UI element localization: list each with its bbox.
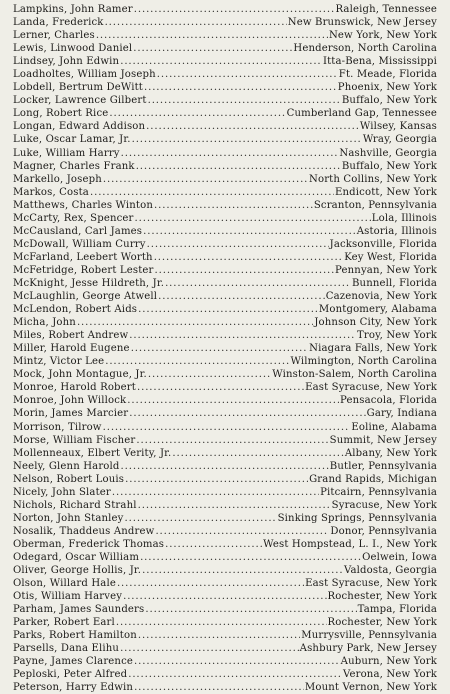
person-name: Mintz, Victor Lee <box>13 356 105 368</box>
person-name: Lerner, Charles <box>13 30 95 42</box>
dot-leader <box>125 473 308 486</box>
dot-leader <box>121 460 329 473</box>
hometown: New Brunswick, New Jersey <box>287 17 437 29</box>
list-item <box>13 81 437 94</box>
list-item <box>13 642 437 655</box>
person-name: McLendon, Robert Aids <box>13 304 138 316</box>
person-name: Parker, Robert Earl <box>13 617 115 629</box>
hometown: Oelwein, Iowa <box>362 551 437 563</box>
dot-leader <box>142 564 343 577</box>
hometown: Troy, New York <box>357 330 437 342</box>
dot-leader <box>154 251 344 264</box>
dot-leader <box>129 407 365 420</box>
list-item <box>13 199 437 212</box>
dot-leader <box>134 655 340 668</box>
dot-leader <box>121 147 339 160</box>
dot-leader <box>133 42 292 55</box>
person-name: Mock, John Montague, Jr. <box>13 369 147 381</box>
dot-leader <box>155 525 329 538</box>
list-item <box>13 316 437 329</box>
hometown: Rochester, New York <box>327 617 437 629</box>
person-name: McCausland, Carl James <box>13 225 143 237</box>
hometown: West Hompstead, L. I., New York <box>263 538 437 550</box>
dot-leader <box>136 434 328 447</box>
hometown: Itta-Bena, Mississippi <box>322 56 437 68</box>
list-item <box>13 29 437 42</box>
hometown: Murrysville, Pennsylvania <box>301 630 437 642</box>
person-name: Parham, James Saunders <box>13 604 145 616</box>
dot-leader <box>127 394 339 407</box>
person-name: Lindsey, John Edwin <box>13 56 120 68</box>
person-name: Parsells, Dana Elihu <box>13 643 120 655</box>
dot-leader <box>137 381 304 394</box>
dot-leader <box>134 681 304 694</box>
dot-leader <box>144 81 337 94</box>
dot-leader <box>128 668 342 681</box>
person-name: McFarland, Leebert Worth <box>13 251 153 263</box>
dot-leader <box>77 316 313 329</box>
dot-leader <box>103 173 308 186</box>
hometown: Summit, New Jersey <box>329 434 437 446</box>
list-item <box>13 590 437 603</box>
person-name: Monroe, John Willock <box>13 395 127 407</box>
person-name: Oberman, Frederick Thomas <box>13 538 165 550</box>
hometown: Jacksonville, Florida <box>329 238 437 250</box>
dot-leader <box>157 68 338 81</box>
list-item <box>13 16 437 29</box>
list-item <box>13 564 437 577</box>
list-item <box>13 329 437 342</box>
list-item <box>13 603 437 616</box>
hometown: Buffalo, New York <box>341 95 437 107</box>
person-name: Landa, Frederick <box>13 17 104 29</box>
person-name: Otis, William Harvey <box>13 591 123 603</box>
person-name: Longan, Edward Addison <box>13 121 146 133</box>
hometown: Winston-Salem, North Carolina <box>272 369 437 381</box>
dot-leader <box>120 642 299 655</box>
person-name: Norton, John Stanley <box>13 512 124 524</box>
hometown: Mount Vernon, New York <box>304 682 437 694</box>
person-name: Lampkins, John Ramer <box>13 4 133 15</box>
list-item <box>13 212 437 225</box>
list-item <box>13 94 437 107</box>
person-name: Monroe, Harold Robert <box>13 382 136 394</box>
dot-leader <box>132 133 362 146</box>
hometown: Rochester, New York <box>327 591 437 603</box>
hometown: Raleigh, Tennessee <box>335 4 437 15</box>
person-name: Matthews, Charles Winton <box>13 199 153 211</box>
dot-leader <box>112 486 319 499</box>
person-name: Loadholtes, William Joseph <box>13 69 156 81</box>
list-item <box>13 538 437 551</box>
hometown: New York, New York <box>328 30 437 42</box>
person-name: Nosalik, Thaddeus Andrew <box>13 525 155 537</box>
person-name: Locker, Lawrence Gilbert <box>13 95 147 107</box>
list-item <box>13 551 437 564</box>
person-name: Morrison, Tilrow <box>13 421 102 433</box>
hometown: Phoenix, New York <box>337 82 437 94</box>
list-item <box>13 147 437 160</box>
dot-leader <box>154 199 313 212</box>
dot-leader <box>148 94 341 107</box>
list-item <box>13 3 437 16</box>
dot-leader <box>103 421 351 434</box>
person-name: Peploski, Peter Alfred <box>13 669 128 681</box>
list-item <box>13 381 437 394</box>
person-name: Nicely, John Slater <box>13 486 111 498</box>
dot-leader <box>138 499 331 512</box>
hometown: Buffalo, New York <box>341 160 437 172</box>
list-item <box>13 629 437 642</box>
dot-leader <box>165 277 351 290</box>
list-item <box>13 447 437 460</box>
dot-leader <box>117 577 304 590</box>
hometown: Wray, Georgia <box>362 134 437 146</box>
dot-leader <box>109 107 285 120</box>
person-name: Nichols, Richard Strahl <box>13 499 137 511</box>
list-item <box>13 668 437 681</box>
list-item <box>13 368 437 381</box>
list-item <box>13 107 437 120</box>
list-item <box>13 290 437 303</box>
hometown: Pitcairn, Pennsylvania <box>320 486 437 498</box>
person-name: Peterson, Harry Edwin <box>13 682 134 694</box>
person-name: McFetridge, Robert Lester <box>13 264 154 276</box>
list-item <box>13 473 437 486</box>
hometown: Sinking Springs, Pennsylvania <box>277 512 437 524</box>
person-name: McKnight, Jesse Hildreth, Jr. <box>13 277 165 289</box>
list-item <box>13 434 437 447</box>
person-name: Nelson, Robert Louis <box>13 473 125 485</box>
dot-leader <box>136 160 341 173</box>
hometown: Montgomery, Alabama <box>318 304 437 316</box>
dot-leader <box>172 447 343 460</box>
list-item <box>13 616 437 629</box>
person-name: Odegard, Oscar William <box>13 551 140 563</box>
person-name: Payne, James Clarence <box>13 656 133 668</box>
dot-leader <box>105 355 289 368</box>
dot-leader <box>96 29 328 42</box>
list-item <box>13 486 437 499</box>
list-item <box>13 251 437 264</box>
person-name: Luke, William Harry <box>13 147 120 159</box>
person-name: McLaughlin, George Atwell <box>13 291 158 303</box>
hometown: North Collins, New York <box>309 173 437 185</box>
list-item <box>13 407 437 420</box>
list-item <box>13 238 437 251</box>
person-name: McCarty, Rex, Spencer <box>13 212 134 224</box>
dot-leader <box>120 55 322 68</box>
list-item <box>13 173 437 186</box>
dot-leader <box>129 329 356 342</box>
person-name: Markello, Joseph <box>13 173 102 185</box>
hometown: Butler, Pennsylvania <box>329 460 437 472</box>
list-item <box>13 55 437 68</box>
person-name: Parks, Robert Hamilton <box>13 630 137 642</box>
list-item <box>13 277 437 290</box>
list-item <box>13 68 437 81</box>
hometown: Bunnell, Florida <box>351 277 437 289</box>
dot-leader <box>140 551 361 564</box>
hometown: Lola, Illinois <box>371 212 437 224</box>
person-name: McDowall, William Curry <box>13 238 146 250</box>
person-name: Miller, Harold Eugene <box>13 343 130 355</box>
person-name: Olson, Willard Hale <box>13 578 116 590</box>
list-item <box>13 120 437 133</box>
list-item <box>13 655 437 668</box>
list-item <box>13 421 437 434</box>
hometown: Henderson, North Carolina <box>293 43 437 55</box>
hometown: East Syracuse, New York <box>305 382 437 394</box>
list-item <box>13 512 437 525</box>
hometown: Auburn, New York <box>340 656 437 668</box>
list-item <box>13 499 437 512</box>
list-item <box>13 133 437 146</box>
hometown: Albany, New York <box>344 447 437 459</box>
person-name: Lewis, Linwood Daniel <box>13 43 133 55</box>
dot-leader <box>90 186 334 199</box>
hometown: East Syracuse, New York <box>305 578 437 590</box>
roster-list <box>13 3 437 694</box>
hometown: Nashville, Georgia <box>339 147 437 159</box>
hometown: Verona, New York <box>342 669 437 681</box>
hometown: Pennyan, New York <box>335 264 437 276</box>
dot-leader <box>143 225 356 238</box>
person-name: Luke, Oscar Lamar, Jr. <box>13 134 131 146</box>
hometown: Astoria, Illinois <box>356 225 437 237</box>
list-item <box>13 355 437 368</box>
list-item <box>13 681 437 694</box>
person-name: Oliver, George Hollis, Jr. <box>13 565 142 577</box>
person-name: Morse, William Fischer <box>13 434 136 446</box>
hometown: Tampa, Florida <box>357 604 437 616</box>
hometown: Gary, Indiana <box>366 408 437 420</box>
dot-leader <box>148 368 271 381</box>
dot-leader <box>125 512 277 525</box>
person-name: Mollenneaux, Elbert Verity, Jr. <box>13 447 172 459</box>
hometown: Grand Rapids, Michigan <box>309 473 437 485</box>
dot-leader <box>138 629 300 642</box>
hometown: Pensacola, Florida <box>340 395 437 407</box>
list-item <box>13 186 437 199</box>
dot-leader <box>134 3 335 16</box>
hometown: Cumberland Gap, Tennessee <box>286 108 437 120</box>
list-item <box>13 264 437 277</box>
hometown: Eoline, Alabama <box>351 421 437 433</box>
dot-leader <box>123 590 326 603</box>
hometown: Wilsey, Kansas <box>359 121 437 133</box>
person-name: Long, Robert Rice <box>13 108 109 120</box>
dot-leader <box>165 538 262 551</box>
hometown: Johnson City, New York <box>314 317 437 329</box>
list-item <box>13 577 437 590</box>
list-item <box>13 394 437 407</box>
list-item <box>13 303 437 316</box>
hometown: Scranton, Pennsylvania <box>313 199 437 211</box>
hometown: Ashbury Park, New Jersey <box>299 643 437 655</box>
list-item <box>13 525 437 538</box>
dot-leader <box>145 603 356 616</box>
dot-leader <box>135 212 371 225</box>
dot-leader <box>146 120 359 133</box>
dot-leader <box>138 303 318 316</box>
list-item <box>13 342 437 355</box>
hometown: Valdosta, Georgia <box>343 565 437 577</box>
list-item <box>13 160 437 173</box>
hometown: Key West, Florida <box>344 251 437 263</box>
hometown: Niagara Falls, New York <box>309 343 437 355</box>
dot-leader <box>105 16 287 29</box>
list-item <box>13 460 437 473</box>
dot-leader <box>147 238 329 251</box>
dot-leader <box>131 342 308 355</box>
person-name: Morin, James Marcier <box>13 408 129 420</box>
hometown: Endicott, New York <box>335 186 437 198</box>
list-item <box>13 225 437 238</box>
hometown: Wilmington, North Carolina <box>290 356 437 368</box>
hometown: Cazenovia, New York <box>325 291 437 303</box>
person-name: Lobdell, Bertrum DeWitt <box>13 82 143 94</box>
hometown: Donor, Pennsylvania <box>330 525 437 537</box>
list-item <box>13 42 437 55</box>
person-name: Micha, John <box>13 317 76 329</box>
person-name: Magner, Charles Frank <box>13 160 135 172</box>
dot-leader <box>116 616 327 629</box>
dot-leader <box>155 264 335 277</box>
hometown: Syracuse, New York <box>331 499 437 511</box>
hometown: Ft. Meade, Florida <box>338 69 437 81</box>
dot-leader <box>158 290 325 303</box>
person-name: Miles, Robert Andrew <box>13 330 129 342</box>
person-name: Markos, Costa <box>13 186 89 198</box>
person-name: Neely, Glenn Harold <box>13 460 120 472</box>
